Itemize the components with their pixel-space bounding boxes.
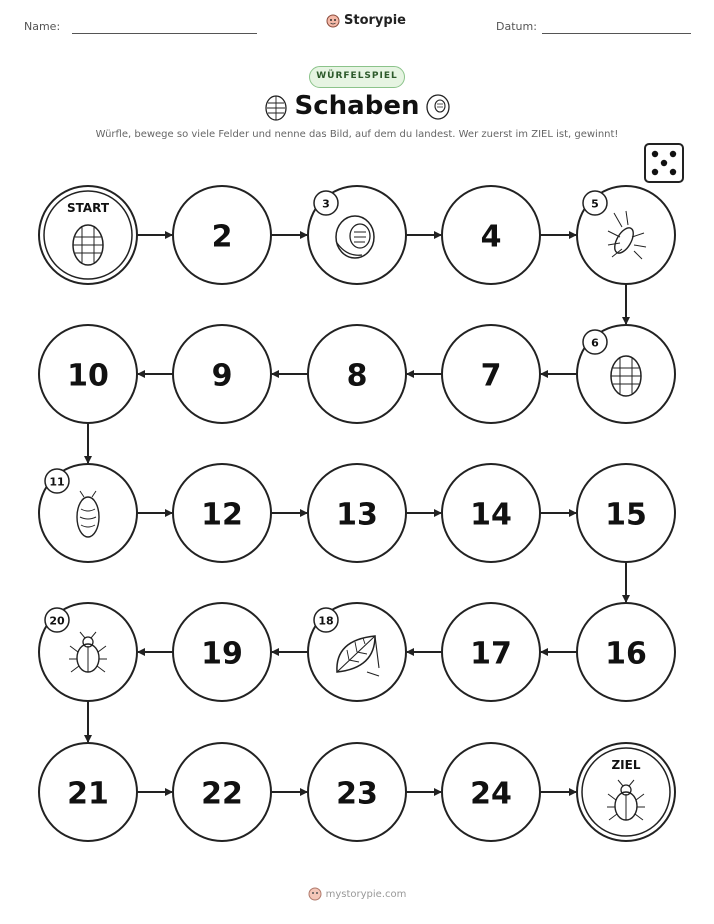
board-space xyxy=(39,603,137,701)
board-space xyxy=(308,743,406,841)
brand-name: Storypie xyxy=(344,13,406,28)
space-number: 23 xyxy=(336,776,378,812)
space-number: 6 xyxy=(591,336,599,350)
goal-label: ZIEL xyxy=(611,758,641,772)
date-label: Datum: xyxy=(496,20,537,33)
board-space xyxy=(442,464,540,562)
board-space xyxy=(308,464,406,562)
board-space xyxy=(39,743,137,841)
name-label: Name: xyxy=(24,20,61,33)
space-number: 5 xyxy=(591,197,599,211)
board-space xyxy=(577,603,675,701)
space-number: 20 xyxy=(49,614,65,628)
board-space xyxy=(308,186,406,284)
instructions: Würfle, bewege so viele Felder und nenne das Bild, auf dem du landest. Wer zuerst im ZIEL ist, gewinnt! xyxy=(95,129,619,140)
board-space xyxy=(577,464,675,562)
space-number: 16 xyxy=(605,636,647,672)
space-number: 24 xyxy=(470,776,512,812)
board-space xyxy=(173,464,271,562)
dice-icon xyxy=(645,144,683,182)
storypie-logo-icon xyxy=(308,887,322,901)
footer xyxy=(0,887,714,901)
footer-url: mystorypie.com xyxy=(325,888,407,900)
space-number: 8 xyxy=(346,358,368,394)
board-space xyxy=(442,325,540,423)
board-space xyxy=(442,186,540,284)
page-title: Schaben xyxy=(294,91,420,121)
space-number: 3 xyxy=(322,197,330,211)
board-space xyxy=(442,603,540,701)
space-number: 11 xyxy=(49,475,65,489)
board-space xyxy=(577,325,675,423)
board-space xyxy=(308,603,406,701)
space-number: 14 xyxy=(470,497,512,533)
space-number: 21 xyxy=(67,776,109,812)
space-number: 17 xyxy=(470,636,512,672)
space-number: 2 xyxy=(211,219,233,255)
space-number: 13 xyxy=(336,497,378,533)
space-number: 15 xyxy=(605,497,647,533)
space-number: 9 xyxy=(211,358,233,394)
goal-space xyxy=(577,743,675,841)
board-space xyxy=(308,325,406,423)
board-space xyxy=(39,464,137,562)
board-space xyxy=(173,186,271,284)
board-space xyxy=(173,325,271,423)
board-space xyxy=(39,325,137,423)
space-number: 18 xyxy=(318,614,334,628)
start-space xyxy=(39,186,137,284)
space-number: 12 xyxy=(201,497,243,533)
space-number: 22 xyxy=(201,776,243,812)
start-label: START xyxy=(66,201,110,215)
board-space xyxy=(442,743,540,841)
space-number: 19 xyxy=(201,636,243,672)
space-number: 10 xyxy=(67,358,109,394)
board-space xyxy=(173,743,271,841)
space-number: 7 xyxy=(480,358,502,394)
board-space xyxy=(577,186,675,284)
space-number: 4 xyxy=(480,219,502,255)
game-type-badge: WÜRFELSPIEL xyxy=(309,66,405,88)
board-space xyxy=(173,603,271,701)
